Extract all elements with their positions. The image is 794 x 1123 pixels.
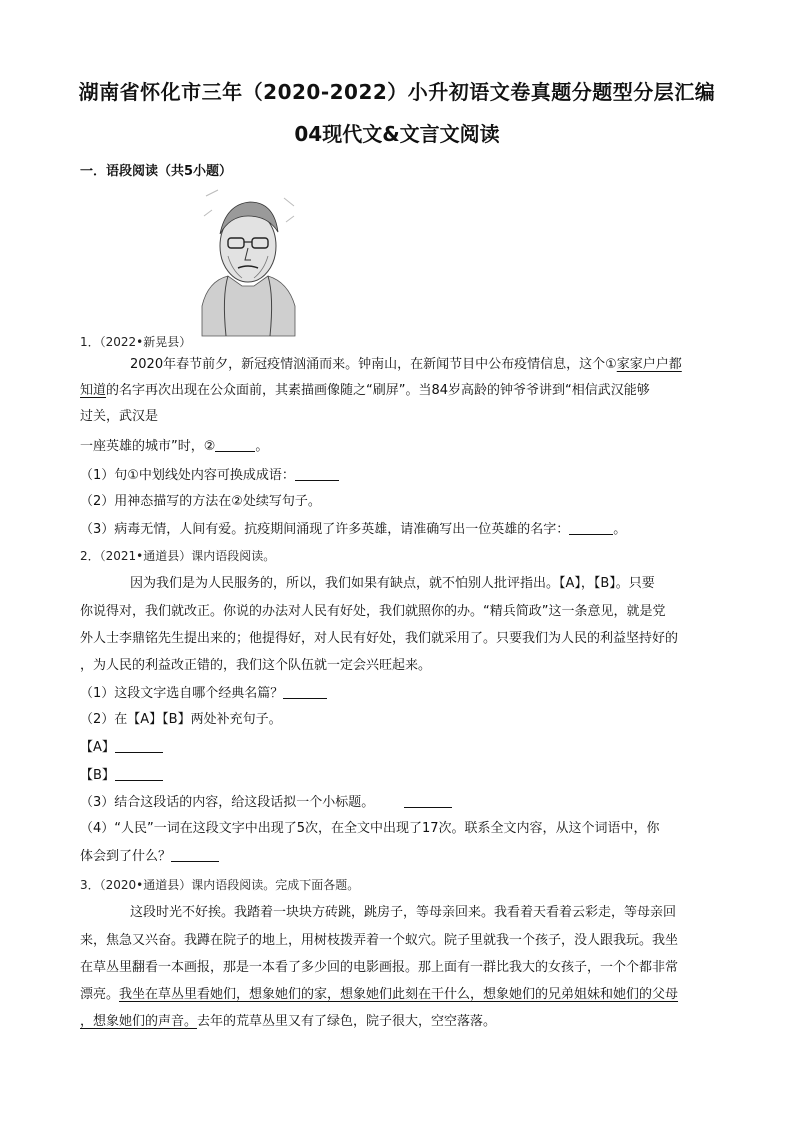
answer-label-a: 【A】 (80, 740, 115, 755)
answer-blank[interactable] (569, 520, 613, 535)
q1-subquestion-3 (80, 520, 626, 539)
q3-text: 漂亮。 (80, 987, 120, 1002)
q2-subquestion-4-cont (80, 847, 219, 866)
q2-subquestion-1 (80, 684, 327, 703)
q2-subquestion-3 (80, 793, 452, 812)
subquestion-text: 。 (613, 522, 627, 537)
q1-paragraph-line (80, 437, 268, 456)
question-1-number: 1．（2022•新晃县） (80, 335, 192, 349)
q3-paragraph-line: 在草丛里翻看一本画报，那是一本看了多少回的电影画报。那上面有一群比我大的女孩子，一个个都非常 (80, 960, 679, 975)
q2-subquestion-4: （4）“人民”一词在这段文字中出现了5次，在全文中出现了17次。联系全文内容，从这个词语中，你 (80, 821, 660, 836)
answer-blank[interactable] (115, 738, 163, 753)
q1-text: 的名字再次出现在公众面前，其素描画像随之“刷屏”。当84岁高龄的钟爷爷讲到“相信武汉能够 (106, 383, 650, 398)
subquestion-text: （1）句①中划线处内容可换成成语： (80, 468, 295, 483)
q2-paragraph-line: ，为人民的利益改正错的，我们这个队伍就一定会兴旺起来。 (80, 658, 432, 673)
q3-paragraph-line: 来，焦急又兴奋。我蹲在院子的地上，用树枝拨弄着一个蚁穴。院子里就我一个孩子，没人跟我玩。我坐 (80, 933, 679, 948)
q1-subquestion-2: （2）用神态描写的方法在②处续写句子。 (80, 494, 321, 509)
q2-paragraph-line: 因为我们是为人民服务的，所以，我们如果有缺点，就不怕别人批评指出。【A】，【B】。只要 (130, 576, 655, 591)
q2-answer-b (80, 766, 163, 785)
answer-blank[interactable] (283, 684, 327, 699)
subquestion-text: （1）这段文字选自哪个经典名篇？ (80, 686, 284, 701)
answer-blank[interactable] (115, 766, 163, 781)
answer-blank[interactable] (215, 437, 255, 452)
subquestion-text: （3）病毒无情，人间有爱。抗疫期间涌现了许多英雄，请准确写出一位英雄的名字： (80, 522, 570, 537)
q3-paragraph-line: 这段时光不好挨。我踏着一块块方砖跳，跳房子，等母亲回来。我看着天看着云彩走，等母亲回 (130, 905, 677, 920)
question-3-number: 3．（2020•通道县）课内语段阅读。完成下面各题。 (80, 878, 360, 892)
q1-text: 一座英雄的城市”时，② (80, 439, 216, 454)
q2-paragraph-line: 外人士李鼎铭先生提出来的；他提得好，对人民有好处，我们就采用了。只要我们为人民的利益坚持好的 (80, 631, 679, 646)
underlined-phrase: 家家户户都 (616, 357, 682, 372)
answer-label-b: 【B】 (80, 768, 115, 783)
underlined-sentence: 我坐在草丛里看她们，想象她们的家，想象她们此刻在干什么，想象她们的兄弟姐妹和她们的父母 (119, 987, 679, 1002)
q1-subquestion-1 (80, 466, 339, 485)
q2-paragraph-line: 你说得对，我们就改正。你说的办法对人民有好处，我们就照你的办。“精兵简政”这一条意见，就是党 (80, 604, 666, 619)
sketch-portrait-image (198, 186, 298, 338)
section-heading: 一．语段阅读（共5小题） (80, 164, 233, 179)
underlined-phrase: 知道 (80, 383, 107, 398)
subquestion-text: （3）结合这段话的内容，给这段话拟一个小标题。 (80, 795, 375, 810)
q3-text: 去年的荒草丛里又有了绿色，院子很大，空空落落。 (197, 1014, 497, 1029)
q3-paragraph-line (80, 1013, 496, 1031)
answer-blank[interactable] (171, 847, 219, 862)
q2-subquestion-2: （2）在【A】【B】两处补充句子。 (80, 712, 282, 727)
answer-blank[interactable] (404, 793, 452, 808)
q1-paragraph-line (130, 356, 682, 374)
underlined-sentence: ，想象她们的声音。 (80, 1014, 198, 1029)
question-2-number: 2．（2021•通道县）课内语段阅读。 (80, 549, 276, 563)
q1-text: 。 (255, 439, 269, 454)
document-subtitle: 04现代文&文言文阅读 (294, 122, 500, 146)
q1-paragraph-line (80, 382, 650, 400)
q2-answer-a (80, 738, 163, 757)
answer-blank[interactable] (295, 466, 339, 481)
q3-paragraph-line (80, 986, 678, 1004)
document-title: 湖南省怀化市三年（2020-2022）小升初语文卷真题分题型分层汇编 (78, 80, 716, 104)
subquestion-text: 体会到了什么？ (80, 849, 172, 864)
q1-text: 2020年春节前夕，新冠疫情汹涌而来。钟南山，在新闻节目中公布疫情信息，这个① (130, 357, 617, 372)
q1-paragraph-line: 过关，武汉是 (80, 409, 159, 424)
